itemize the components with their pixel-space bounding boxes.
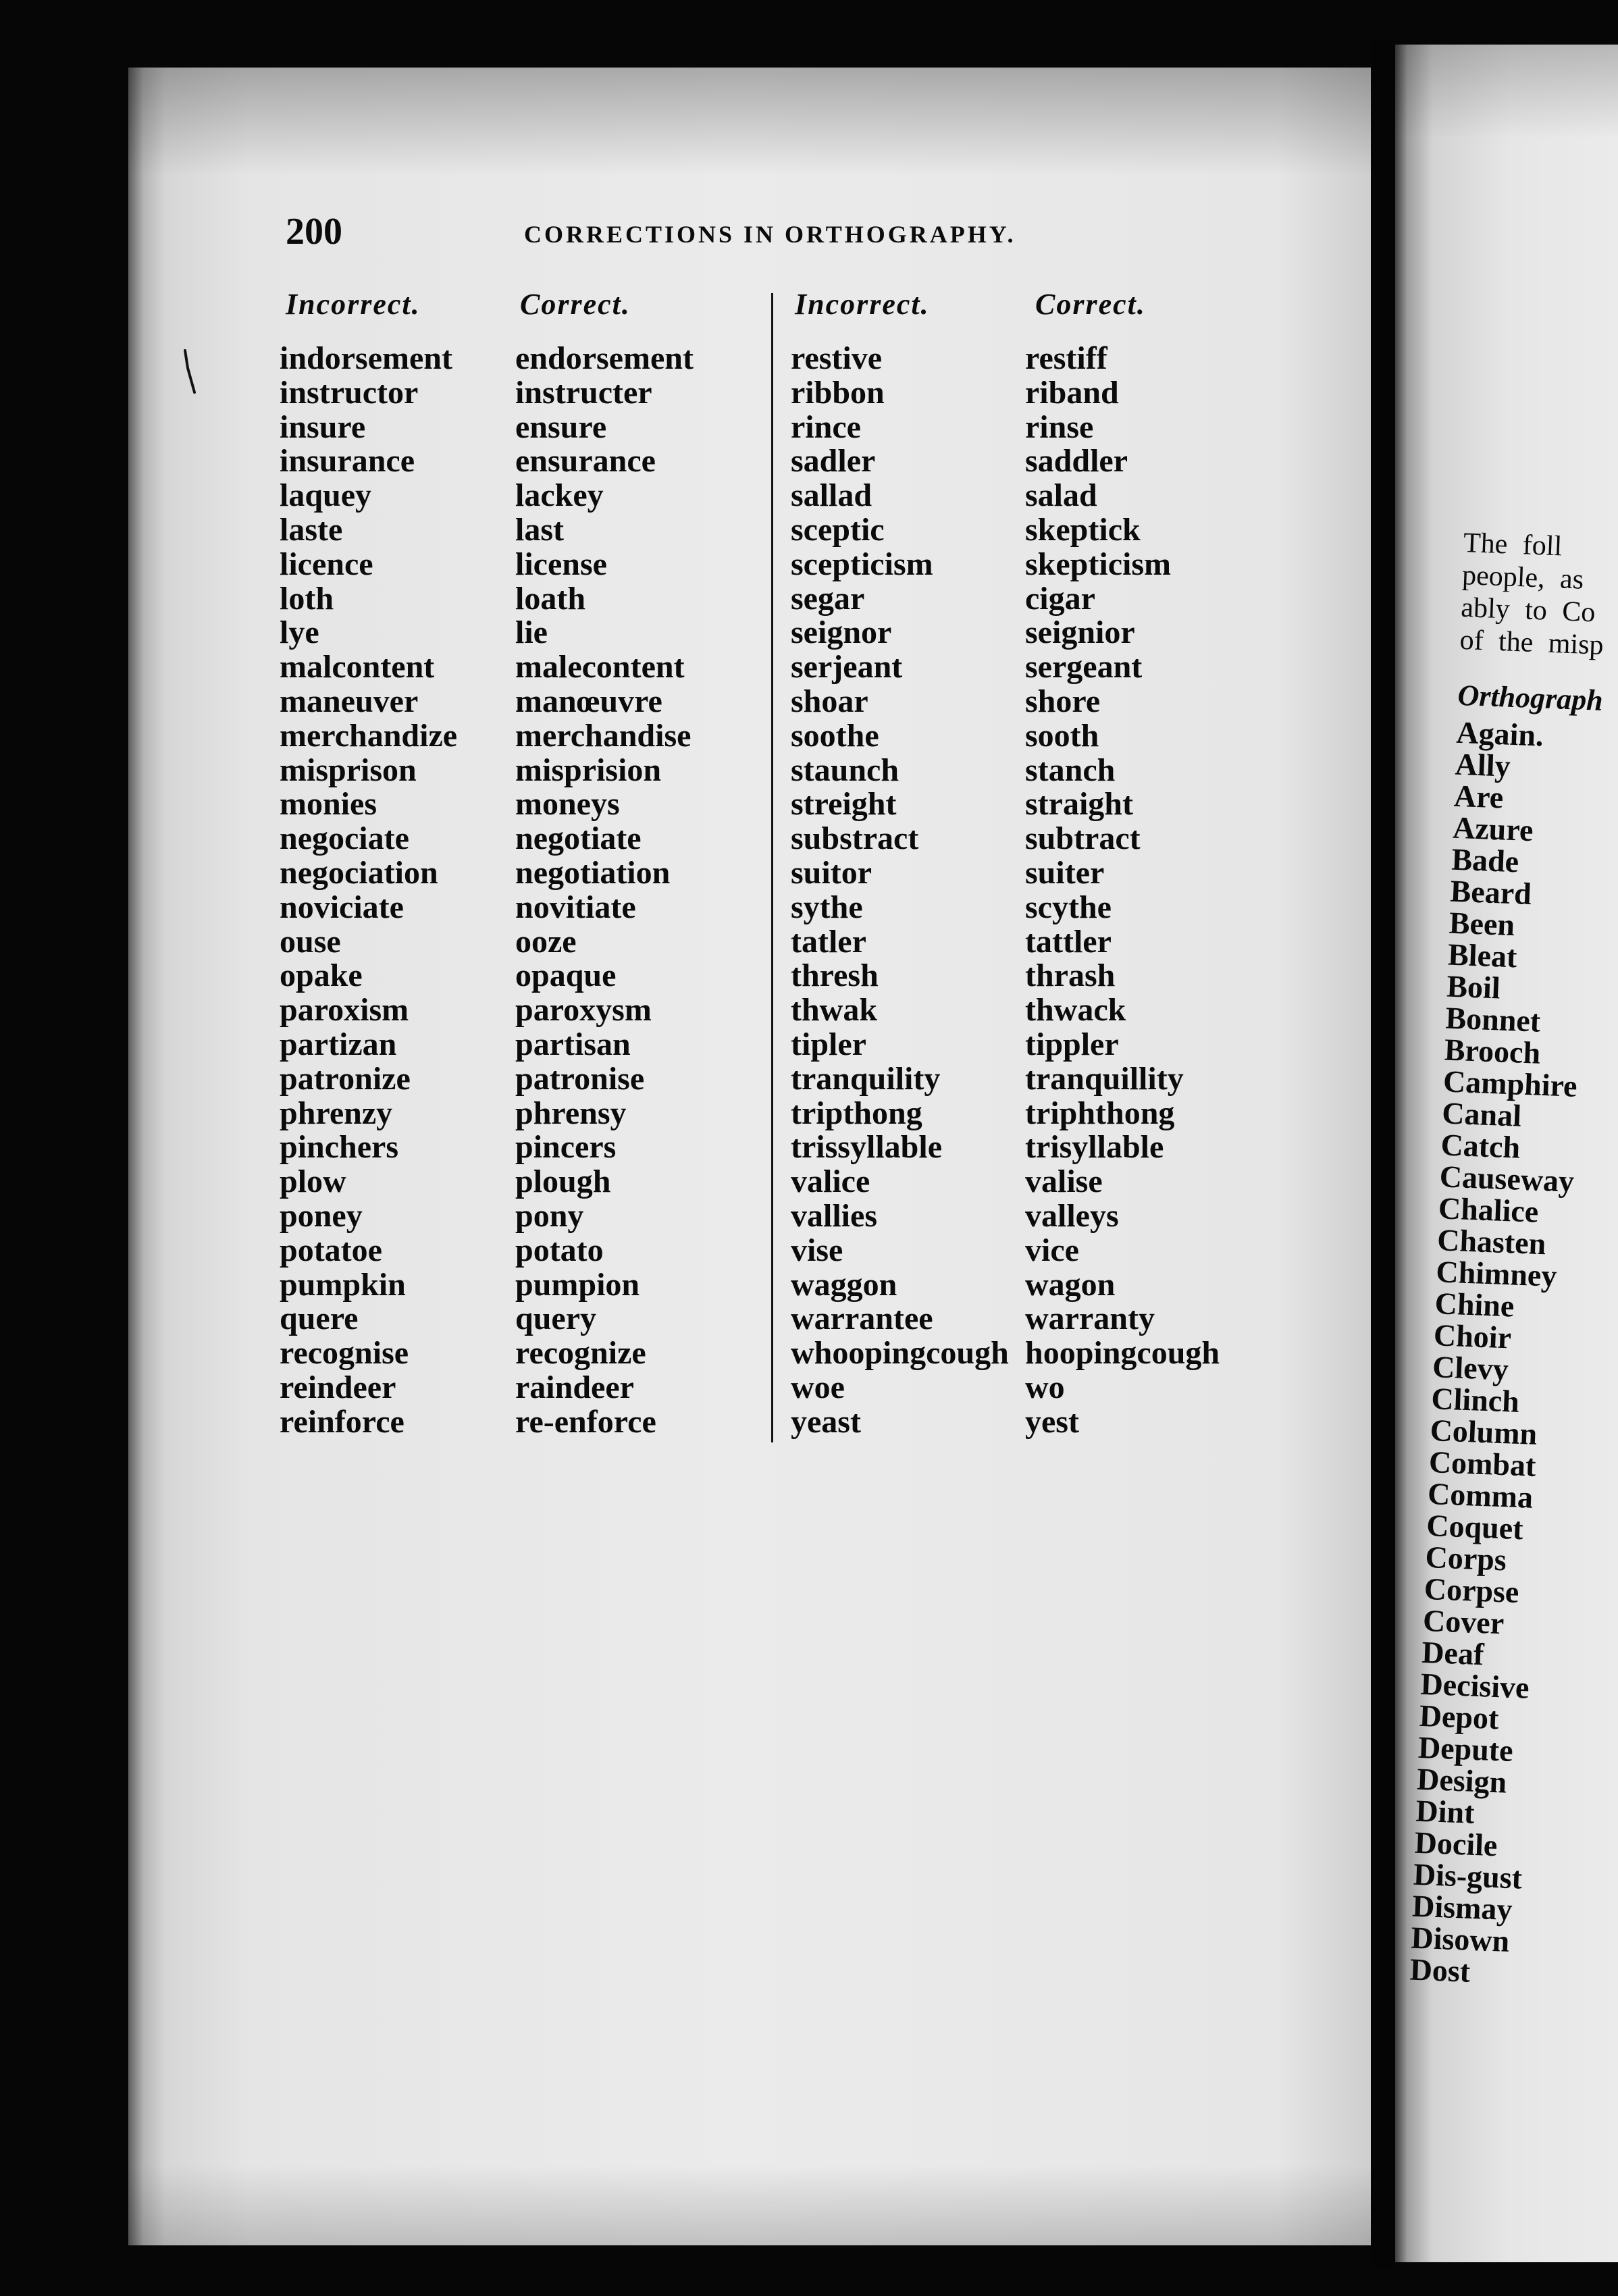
incorrect-word: quere [280,1301,359,1337]
incorrect-word: negociate [280,820,409,857]
correct-word: pumpion [515,1266,640,1303]
correct-word: thwack [1025,992,1126,1028]
correct-word: yest [1025,1403,1079,1440]
correct-word: raindeer [515,1369,634,1405]
word-list-item: Chasten [1436,1222,1547,1261]
page-number: 200 [286,211,342,253]
incorrect-word: streight [791,786,897,823]
word-list-item: Bade [1451,841,1520,879]
word-list-item: Chine [1434,1286,1515,1324]
correct-word: saddler [1025,443,1128,479]
correct-word: valleys [1025,1197,1119,1234]
col-header-incorrect: Incorrect. [286,288,421,321]
incorrect-word: thresh [791,958,879,994]
incorrect-word: merchandize [280,717,458,754]
correct-word: thrash [1025,958,1116,994]
correct-word: query [515,1301,596,1337]
incorrect-word: sallad [791,477,872,514]
incorrect-word: sadler [791,443,876,479]
incorrect-word: reindeer [280,1369,396,1405]
incorrect-word: rince [791,409,861,445]
correct-word: sooth [1025,717,1099,754]
column-divider [771,293,773,1442]
correct-word: opaque [515,958,617,994]
word-list-item: Cover [1422,1602,1505,1641]
word-list-item: Are [1453,778,1505,815]
correct-word: valise [1025,1164,1103,1200]
incorrect-word: substract [791,820,919,857]
word-list-item: Beard [1449,873,1532,912]
word-list-item: Dismay [1411,1888,1513,1927]
correct-word: loath [515,580,586,617]
word-list-item: Decisive [1419,1666,1530,1705]
incorrect-word: phrenzy [280,1095,393,1131]
incorrect-word: thwak [791,992,878,1028]
word-list-item: Disown [1410,1920,1511,1958]
correct-word: restiff [1025,340,1107,376]
correct-word: shore [1025,683,1101,719]
word-list-item: Corps [1424,1539,1507,1577]
incorrect-word: instructor [280,374,419,411]
correct-word: malecontent [515,649,685,685]
incorrect-word: ouse [280,923,341,960]
incorrect-word: licence [280,546,373,582]
correct-word: rinse [1025,409,1094,445]
word-list-item: Clinch [1430,1381,1520,1419]
word-list-item: Dis-gust [1413,1856,1523,1896]
word-list-item: Depot [1418,1698,1500,1736]
correct-word: paroxysm [515,992,652,1028]
paragraph-line: people, as [1461,559,1584,596]
incorrect-word: serjeant [791,649,903,685]
incorrect-word: seignor [791,615,892,651]
word-list-item: Corpse [1424,1571,1520,1610]
correct-word: wo [1025,1369,1065,1405]
incorrect-word: paroxism [280,992,409,1028]
correct-word: tippler [1025,1026,1119,1062]
word-list-item: Combat [1428,1444,1537,1483]
book-gutter [1371,41,1398,2269]
correct-word: subtract [1025,820,1141,857]
incorrect-word: ribbon [791,374,885,411]
correct-word: recognize [515,1335,646,1372]
incorrect-word: staunch [791,752,899,788]
incorrect-word: misprison [280,752,417,788]
correct-word: misprision [515,752,662,788]
incorrect-word: poney [280,1197,363,1234]
incorrect-word: insure [280,409,366,445]
word-list-item: Choir [1433,1317,1512,1355]
incorrect-word: negociation [280,854,438,891]
incorrect-word: sceptic [791,511,885,548]
word-list-item: Chimney [1435,1254,1558,1293]
running-head: CORRECTIONS IN ORTHOGRAPHY. [524,221,1016,248]
incorrect-word: pinchers [280,1129,399,1166]
incorrect-word: insurance [280,443,415,479]
word-list-item: Catch [1440,1127,1521,1165]
correct-word: tranquillity [1025,1060,1184,1097]
col-header-incorrect: Incorrect. [795,288,930,321]
col-header-correct: Correct. [520,288,631,321]
correct-word: merchandise [515,717,691,754]
word-list-item: Deaf [1421,1634,1485,1672]
word-list-item: Docile [1413,1825,1498,1863]
correct-word: riband [1025,374,1119,411]
incorrect-word: malcontent [280,649,435,685]
correct-word: cigar [1025,580,1095,617]
incorrect-word: laquey [280,477,372,514]
correct-word: negotiation [515,854,671,891]
correct-word: scythe [1025,889,1112,925]
incorrect-word: restive [791,340,883,376]
correct-word: endorsement [515,340,694,376]
correct-word: last [515,511,564,548]
correct-word: potato [515,1232,604,1268]
word-list-item: Bleat [1447,937,1518,974]
word-list-item: Boil [1446,968,1501,1006]
word-list-item: Causeway [1438,1159,1575,1199]
correct-word: instructer [515,374,652,411]
incorrect-word: segar [791,580,865,617]
word-list-item: Column [1429,1413,1538,1451]
correct-word: tattler [1025,923,1112,960]
incorrect-word: vallies [791,1197,877,1234]
correct-word: suiter [1025,854,1105,891]
correct-word: warranty [1025,1301,1155,1337]
correct-word: straight [1025,786,1133,823]
incorrect-word: loth [280,580,334,617]
incorrect-word: shoar [791,683,868,719]
word-list-item: Comma [1427,1476,1534,1515]
incorrect-word: waggon [791,1266,897,1303]
incorrect-word: recognise [280,1335,409,1372]
incorrect-word: maneuver [280,683,419,719]
incorrect-word: lye [280,615,319,651]
correct-word: patronise [515,1060,645,1097]
incorrect-word: yeast [791,1403,861,1440]
correct-word: lackey [515,477,604,514]
correct-word: ensure [515,409,607,445]
correct-word: plough [515,1164,611,1200]
incorrect-word: whoopingcough [791,1335,1009,1372]
word-list-item: Ally [1454,746,1511,783]
word-list-item: Chalice [1438,1191,1540,1229]
incorrect-word: soothe [791,717,879,754]
correct-word: skeptick [1025,511,1141,548]
correct-word: license [515,546,607,582]
incorrect-word: valice [791,1164,870,1200]
orthography-heading: Orthograph [1457,678,1604,717]
word-list-item: Camphire [1442,1064,1578,1103]
word-list-item: Been [1449,905,1515,943]
correct-word: salad [1025,477,1097,514]
word-list-item: Coquet [1426,1507,1524,1546]
correct-word: hoopingcough [1025,1335,1220,1372]
correct-word: pincers [515,1129,617,1166]
incorrect-word: indorsement [280,340,452,376]
incorrect-word: woe [791,1369,845,1405]
word-list-item: Bonnet [1444,1000,1542,1039]
incorrect-word: laste [280,511,343,548]
correct-word: trisyllable [1025,1129,1164,1166]
incorrect-word: monies [280,786,377,823]
paragraph-line: of the misp [1459,624,1604,661]
word-list-item: Canal [1441,1095,1522,1133]
word-list-item: Dint [1415,1793,1476,1830]
correct-word: phrensy [515,1095,627,1131]
incorrect-word: plow [280,1164,346,1200]
correct-word: skepticism [1025,546,1171,582]
correct-word: sergeant [1025,649,1143,685]
col-header-correct: Correct. [1035,288,1146,321]
incorrect-word: partizan [280,1026,397,1062]
word-list-item: Again. [1455,714,1544,753]
word-list-item: Design [1416,1761,1508,1800]
correct-word: triphthong [1025,1095,1175,1131]
incorrect-word: scepticism [791,546,933,582]
correct-word: lie [515,615,548,651]
correct-word: negotiate [515,820,642,857]
correct-word: seignior [1025,615,1135,651]
correct-word: stanch [1025,752,1116,788]
word-list-item: Brooch [1443,1032,1542,1070]
word-list-item: Dost [1409,1952,1471,1989]
incorrect-word: tipler [791,1026,866,1062]
incorrect-word: potatoe [280,1232,382,1268]
correct-word: vice [1025,1232,1079,1268]
correct-word: partisan [515,1026,631,1062]
word-list-item: Clevy [1432,1349,1509,1387]
incorrect-word: trissyllable [791,1129,942,1166]
paragraph-line: The foll [1463,527,1563,563]
word-list-item: Azure [1452,810,1534,848]
incorrect-word: opake [280,958,363,994]
incorrect-word: tranquility [791,1060,941,1097]
margin-mark [179,348,199,396]
correct-word: wagon [1025,1266,1116,1303]
correct-word: re-enforce [515,1403,656,1440]
incorrect-word: warrantee [791,1301,933,1337]
incorrect-word: tripthong [791,1095,922,1131]
incorrect-word: reinforce [280,1403,404,1440]
correct-word: ooze [515,923,577,960]
incorrect-word: patronize [280,1060,411,1097]
incorrect-word: noviciate [280,889,404,925]
correct-word: novitiate [515,889,636,925]
incorrect-word: suitor [791,854,872,891]
correct-word: moneys [515,786,620,823]
incorrect-word: vise [791,1232,843,1268]
correct-word: pony [515,1197,584,1234]
paragraph-line: ably to Co [1460,592,1596,629]
word-list-item: Depute [1417,1729,1514,1768]
correct-word: ensurance [515,443,656,479]
incorrect-word: pumpkin [280,1266,406,1303]
incorrect-word: sythe [791,889,863,925]
incorrect-word: tatler [791,923,866,960]
correct-word: manœuvre [515,683,662,719]
